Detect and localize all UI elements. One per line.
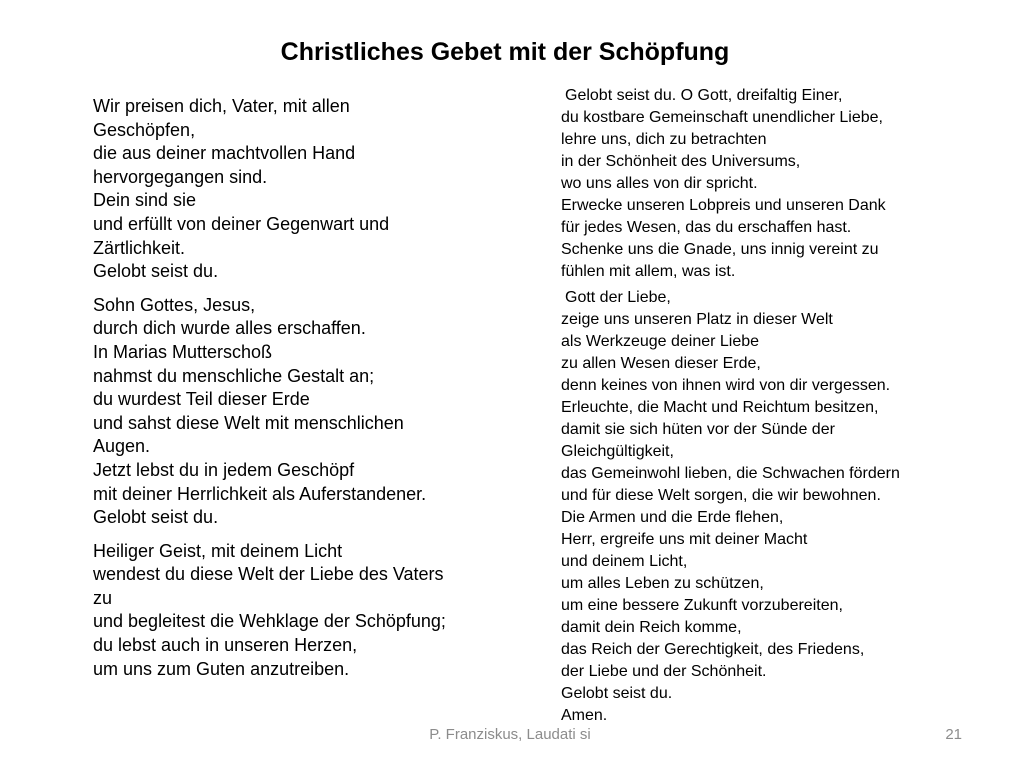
page-title: Christliches Gebet mit der Schöpfung <box>280 38 730 66</box>
text-line: durch dich wurde alles erschaffen. <box>93 318 366 339</box>
text-line: Die Armen und die Erde flehen, <box>561 509 784 526</box>
text-line: Erwecke unseren Lobpreis und unseren Dank <box>561 197 886 214</box>
text-line: als Werkzeuge deiner Liebe <box>561 333 760 350</box>
prayer-stanza-god-of-love <box>561 287 981 727</box>
text-line: Heiliger Geist, mit deinem Licht <box>93 540 343 561</box>
text-line: Gelobt seist du. <box>93 261 219 282</box>
prayer-stanza-spirit <box>93 540 513 682</box>
text-line: fühlen mit allem, was ist. <box>561 263 736 280</box>
text-line: Geschöpfen, <box>93 119 196 140</box>
text-line: Gelobt seist du. <box>561 685 673 702</box>
text-line: wo uns alles von dir spricht. <box>561 175 758 192</box>
page-number: 21 <box>945 726 962 743</box>
text-line: Gelobt seist du. <box>93 507 219 528</box>
text-line: Dein sind sie <box>93 190 197 211</box>
prayer-stanza-son <box>93 294 513 530</box>
prayer-stanza-father <box>93 95 513 284</box>
text-line: hervorgegangen sind. <box>93 166 268 187</box>
text-line: wendest du diese Welt der Liebe des Vaters <box>93 564 444 585</box>
text-line: das Gemeinwohl lieben, die Schwachen fördern <box>561 465 900 482</box>
footer-source: P. Franziskus, Laudati si <box>429 726 591 743</box>
text-line: Gott der Liebe, <box>565 289 671 306</box>
text-line: in der Schönheit des Universums, <box>561 153 801 170</box>
text-line: für jedes Wesen, das du erschaffen hast. <box>561 219 852 236</box>
text-line: zu allen Wesen dieser Erde, <box>561 355 761 372</box>
text-line: damit sie sich hüten vor der Sünde der <box>561 421 835 438</box>
text-line: Augen. <box>93 436 151 457</box>
text-line: Gleichgültigkeit, <box>561 443 674 460</box>
text-line: Amen. <box>561 707 608 724</box>
text-line: lehre uns, dich zu betrachten <box>561 131 767 148</box>
text-line: um alles Leben zu schützen, <box>561 575 764 592</box>
text-line: du wurdest Teil dieser Erde <box>93 389 310 410</box>
text-line: nahmst du menschliche Gestalt an; <box>93 365 375 386</box>
right-column <box>561 85 981 731</box>
text-line: und für diese Welt sorgen, die wir bewohnen. <box>561 487 881 504</box>
text-line: der Liebe und der Schönheit. <box>561 663 767 680</box>
text-line: und begleitest die Wehklage der Schöpfung; <box>93 611 446 632</box>
text-line: Gelobt seist du. O Gott, dreifaltig Einer, <box>565 87 843 104</box>
text-line: und sahst diese Welt mit menschlichen <box>93 412 404 433</box>
text-line: um eine bessere Zukunft vorzubereiten, <box>561 597 843 614</box>
text-line: mit deiner Herrlichkeit als Auferstandener. <box>93 483 427 504</box>
text-line: Jetzt lebst du in jedem Geschöpf <box>93 459 355 480</box>
text-line: Wir preisen dich, Vater, mit allen <box>93 96 350 116</box>
text-line: denn keines von ihnen wird von dir vergessen. <box>561 377 891 394</box>
text-line: um uns zum Guten anzutreiben. <box>93 658 350 679</box>
text-line: zu <box>93 587 113 608</box>
text-line: du kostbare Gemeinschaft unendlicher Liebe, <box>561 109 883 126</box>
text-line: Sohn Gottes, Jesus, <box>93 294 256 315</box>
text-line: zeige uns unseren Platz in dieser Welt <box>561 311 833 328</box>
text-line: und erfüllt von deiner Gegenwart und <box>93 213 390 234</box>
text-line: die aus deiner machtvollen Hand <box>93 143 356 164</box>
text-line: Zärtlichkeit. <box>93 237 186 258</box>
text-line: Schenke uns die Gnade, uns innig vereint zu <box>561 241 879 258</box>
text-line: Erleuchte, die Macht und Reichtum besitzen, <box>561 399 879 416</box>
left-column <box>93 95 513 691</box>
text-line: und deinem Licht, <box>561 553 688 570</box>
text-line: du lebst auch in unseren Herzen, <box>93 635 358 656</box>
text-line: das Reich der Gerechtigkeit, des Friedens, <box>561 641 865 658</box>
text-line: In Marias Mutterschoß <box>93 341 273 362</box>
text-line: Herr, ergreife uns mit deiner Macht <box>561 531 808 548</box>
text-line: damit dein Reich komme, <box>561 619 742 636</box>
prayer-stanza-trinity <box>561 85 981 283</box>
